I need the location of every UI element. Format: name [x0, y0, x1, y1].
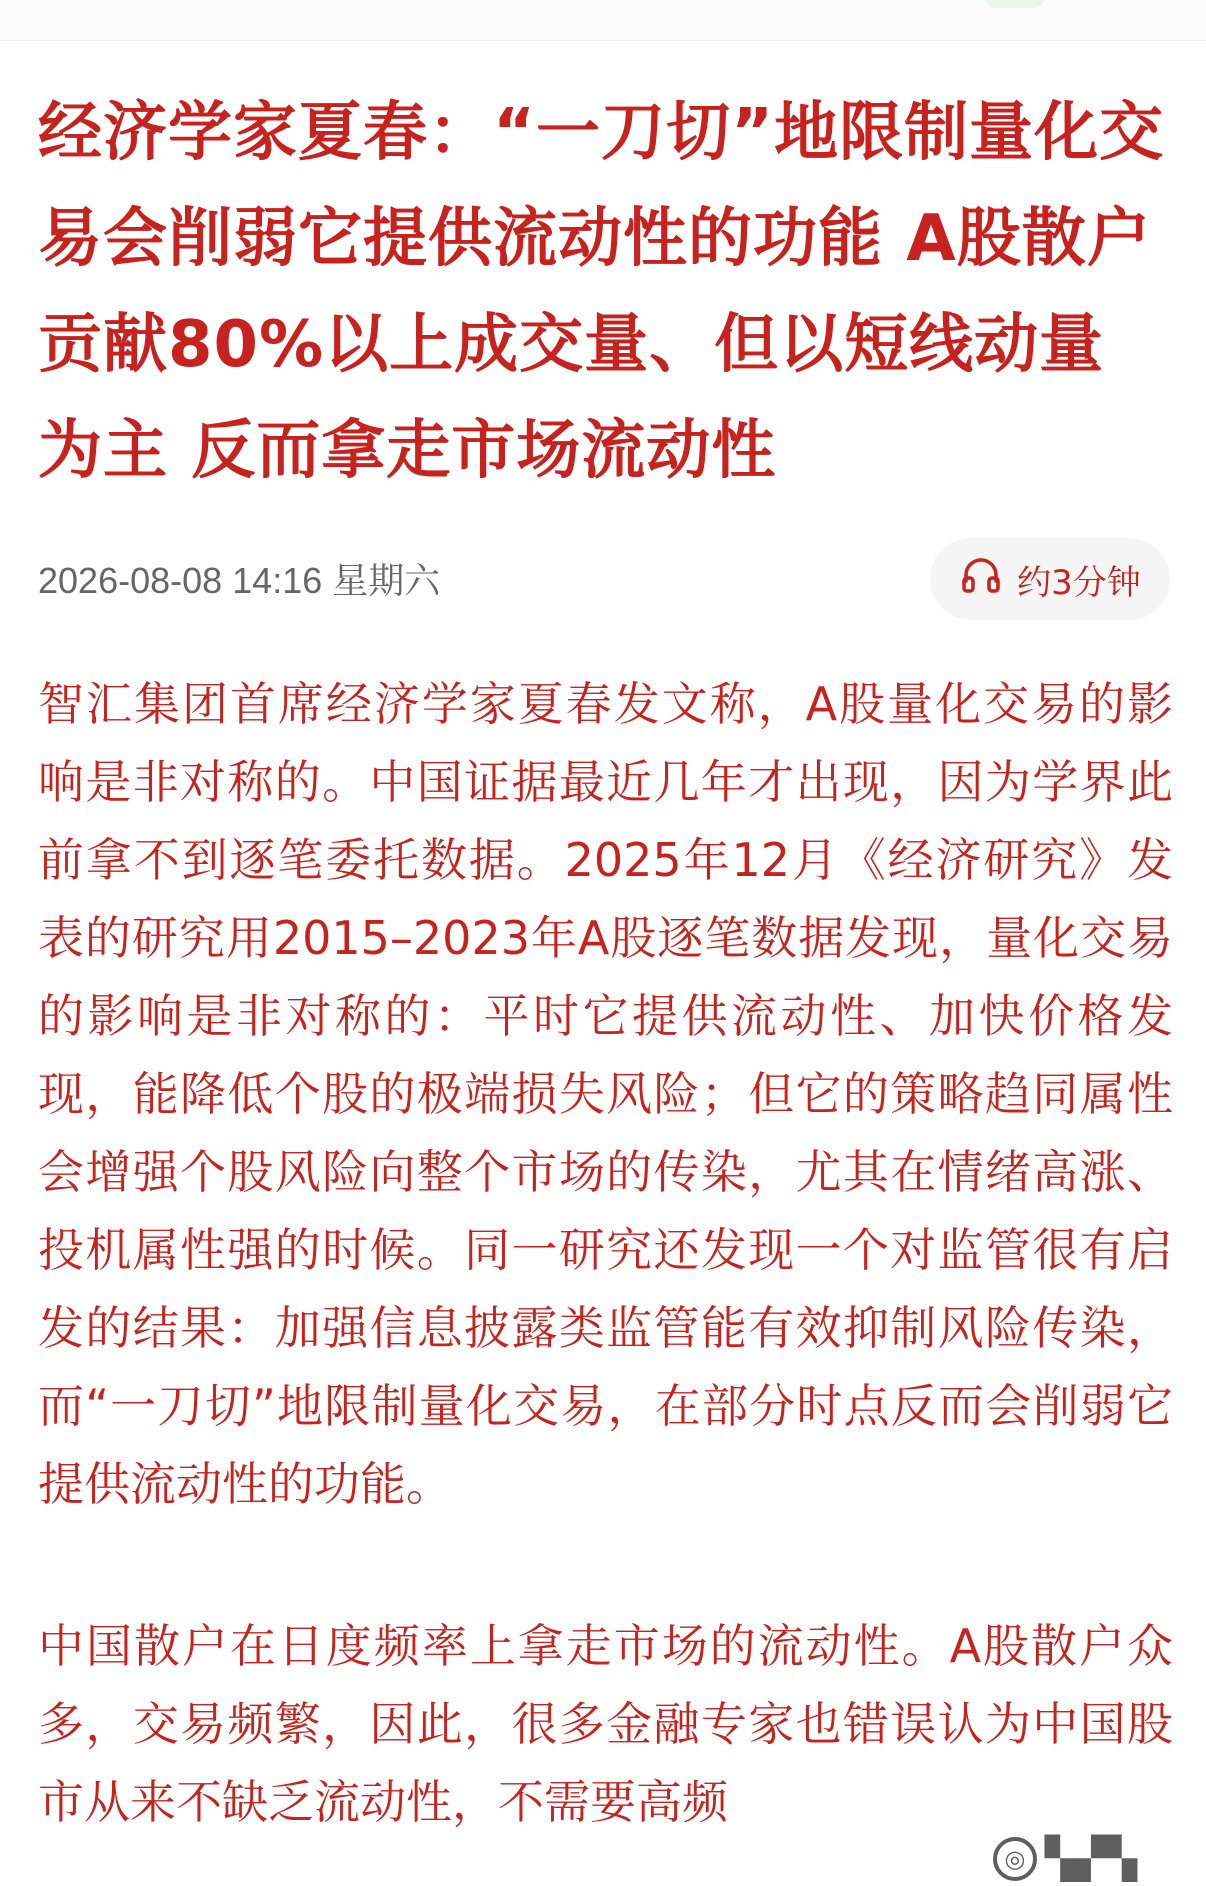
watermark-glyphs: ▚▞▚	[1044, 1836, 1138, 1882]
article-paragraph-1: 智汇集团首席经济学家夏春发文称，A股量化交易的影响是非对称的。中国证据最近几年才出现，因为学界此前拿不到逐笔委托数据。2025年12月《经济研究》发表的研究用2015–2023年A股逐笔数据发现，量化交易的影响是非对称的：平时它提供流动性、加快价格发现，能降低个股的极端损失风险；但它的策略趋同属性会增强个股风险向整个市场的传染，尤其在情绪高涨、投机属性强的时候。同一研究还发现一个对监管很有启发的结果：加强信息披露类监管能有效抑制风险传染，而“一刀切”地限制量化交易，在部分时点反而会削弱它提供流动性的功能。	[38, 677, 1173, 1511]
headphones-icon	[959, 553, 1003, 606]
article-body	[38, 665, 1173, 1841]
article-paragraph-2: 中国散户在日度频率上拿走市场的流动性。A股散户众多，交易频繁，因此，很多金融专家也错误认为中国股市从来不缺乏流动性，不需要高频	[38, 1619, 1173, 1829]
watermark-badge-icon: ◎	[993, 1837, 1037, 1881]
status-indicator	[985, 0, 1045, 8]
source-watermark-logo	[950, 1832, 1180, 1886]
article-meta	[38, 548, 440, 608]
listen-duration-button[interactable]	[930, 538, 1170, 620]
publish-datetime: 2026-08-08 14:16 星期六	[38, 559, 441, 601]
status-bar-strip	[0, 0, 1206, 41]
listen-duration-label: 约3分钟	[1017, 562, 1141, 603]
article-headline: 经济学家夏春：“一刀切”地限制量化交易会削弱它提供流动性的功能 A股散户贡献80%以上成交量、但以短线动量为主 反而拿走市场流动性	[38, 96, 1165, 488]
